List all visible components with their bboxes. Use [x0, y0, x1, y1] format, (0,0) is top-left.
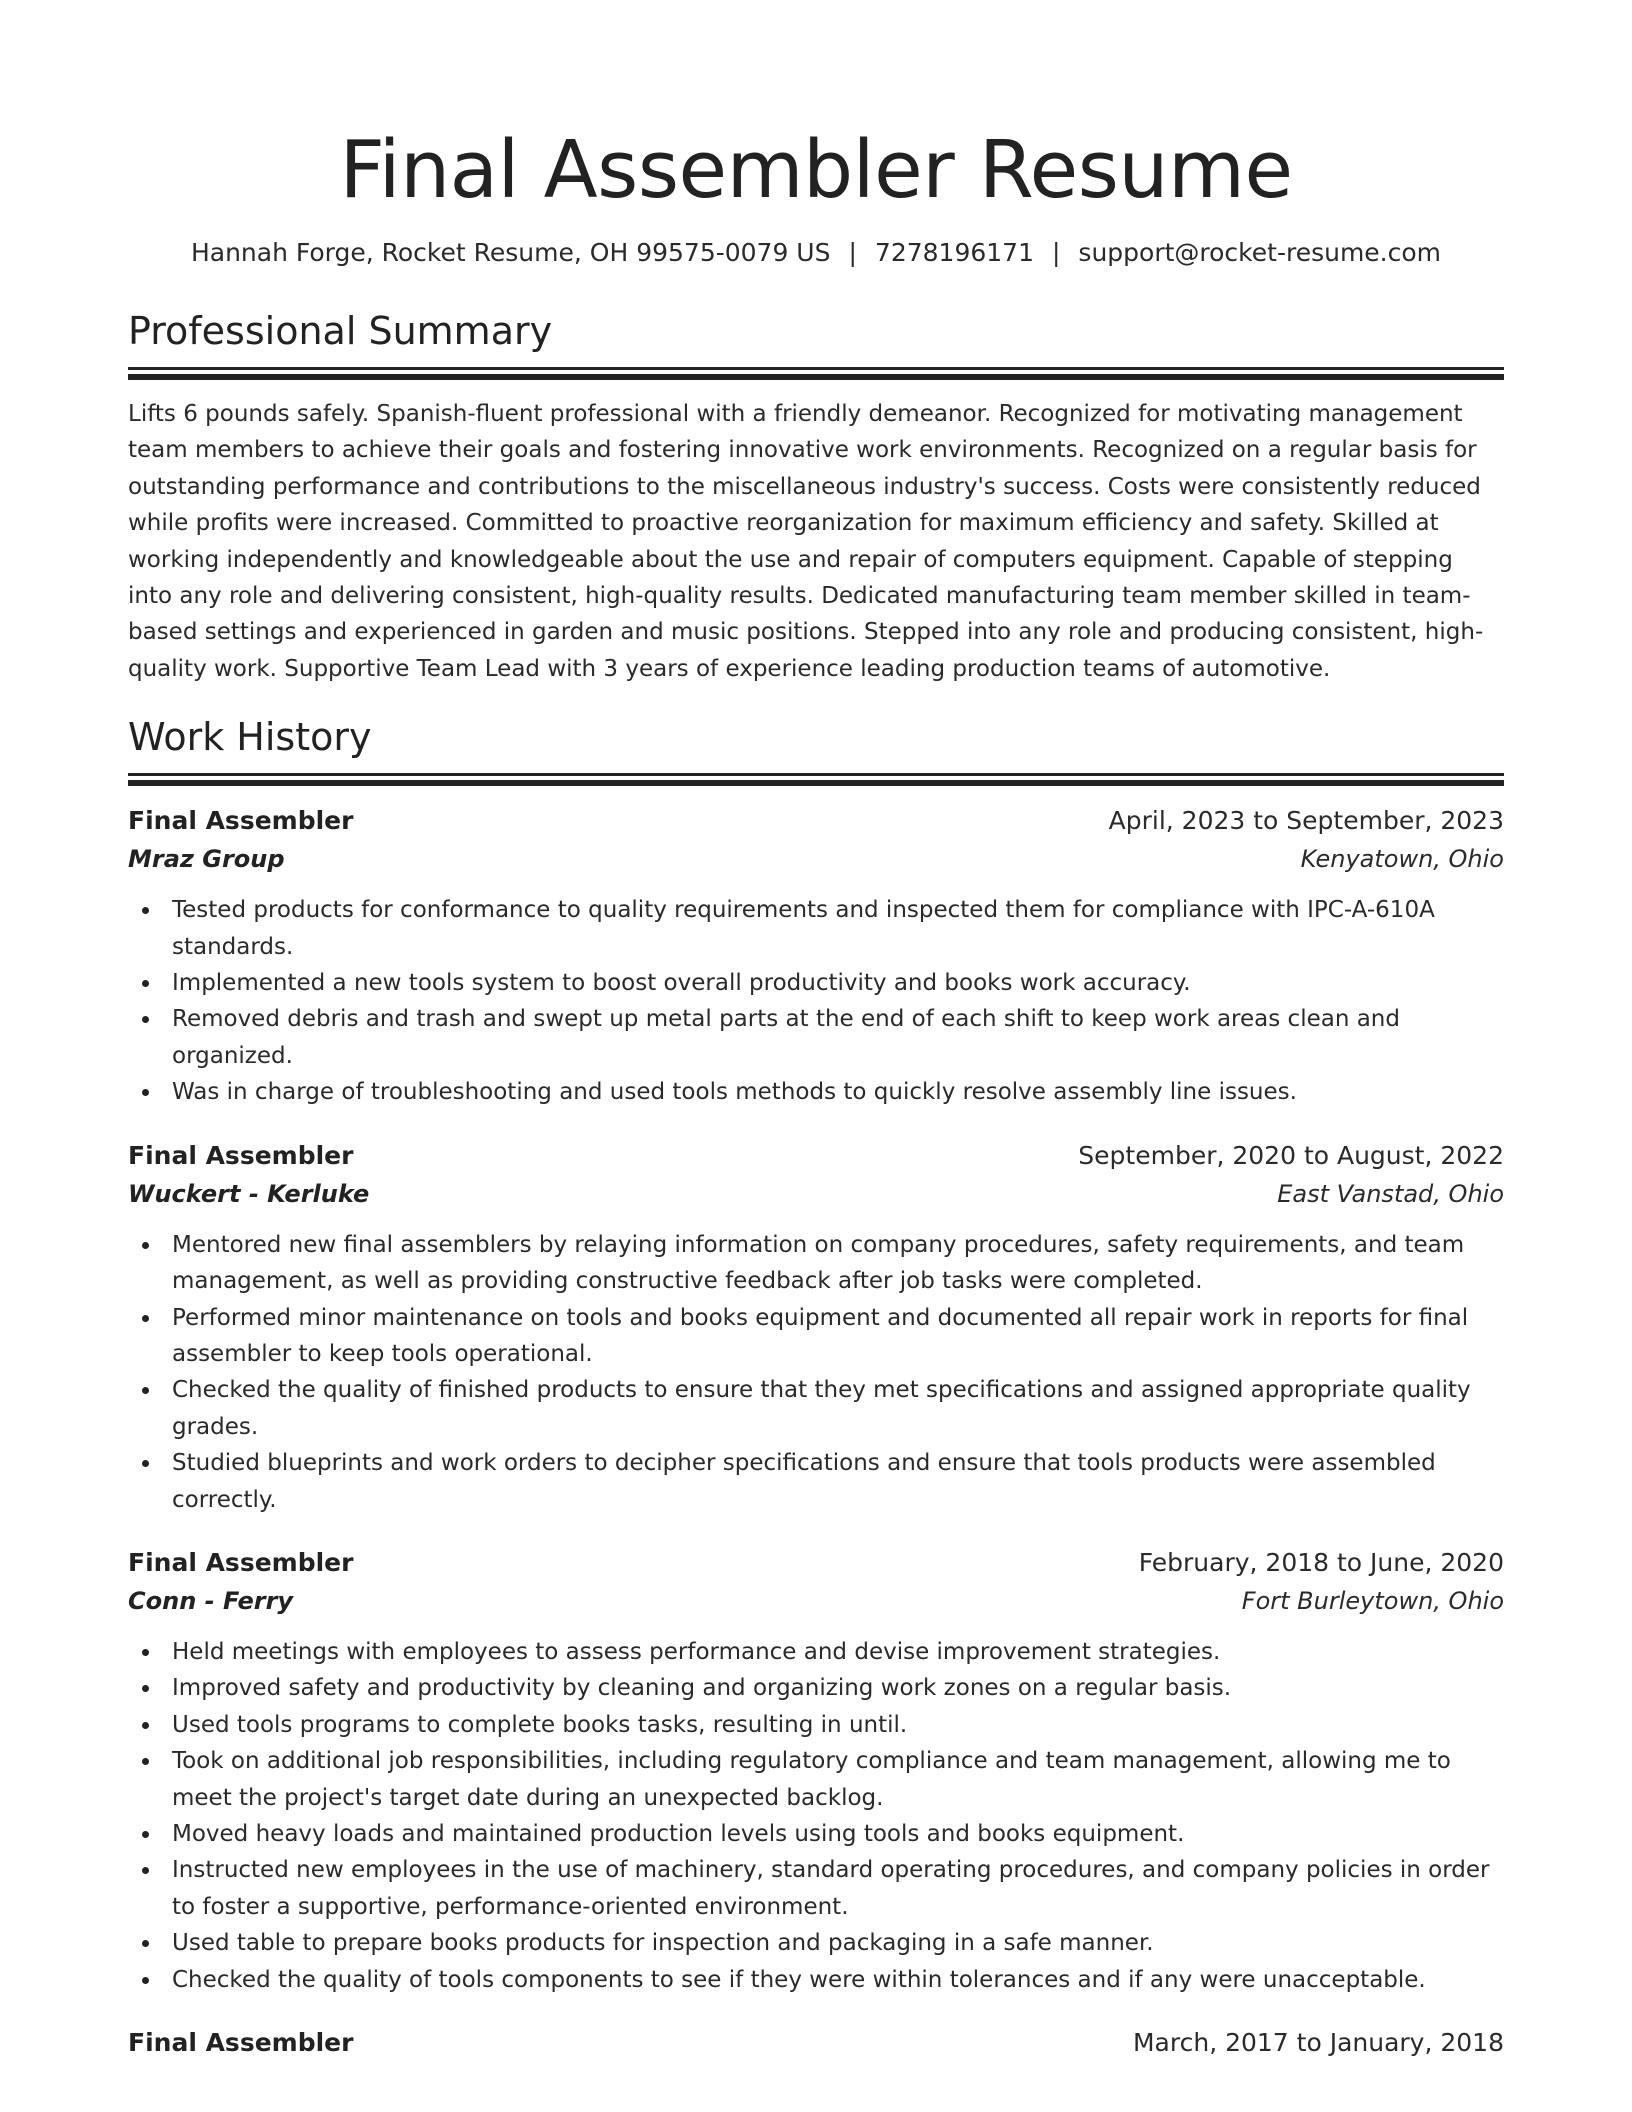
job-title: Final Assembler: [128, 806, 354, 836]
bullet-dot-icon: [142, 1387, 149, 1394]
list-item: [128, 892, 1504, 965]
section-divider: [128, 367, 1504, 370]
list-item: [128, 965, 1504, 1001]
job-header-row: [128, 1544, 1504, 1582]
job-title: Final Assembler: [128, 2028, 354, 2057]
job-location: Kenyatown, Ohio: [1300, 845, 1504, 874]
contact-email: support@rocket-resume.com: [1078, 238, 1442, 267]
bullet-text: Implemented a new tools system to boost overall productivity and books work accuracy.: [172, 970, 1191, 997]
bullet-text: Removed debris and trash and swept up metal parts at the end of each shift to keep work areas clean and organized.: [172, 1006, 1400, 1069]
contact-line: [128, 236, 1504, 270]
job-company: Mraz Group: [128, 845, 285, 874]
job-bullet-list: [128, 1634, 1504, 1998]
list-item: [128, 1707, 1504, 1743]
job-title: Final Assembler: [128, 1140, 354, 1170]
job-header-row: [128, 802, 1504, 840]
section-heading: Work History: [128, 715, 372, 760]
job-dates: April, 2023 to September, 2023: [1108, 806, 1504, 836]
job-title: Final Assembler: [128, 1547, 354, 1577]
resume-page: [128, 0, 1504, 2062]
bullet-text: Was in charge of troubleshooting and used tools methods to quickly resolve assembly line issues.: [172, 1079, 1297, 1106]
bullet-dot-icon: [142, 1685, 149, 1692]
section-heading: Professional Summary: [128, 309, 553, 353]
section-divider-thick: [128, 780, 1504, 786]
list-item: [128, 1445, 1504, 1518]
job-header-row: [128, 1137, 1504, 1175]
bullet-dot-icon: [142, 907, 149, 914]
bullet-text: Instructed new employees in the use of machinery, standard operating procedures, and company policies in order to foster a supportive, performance-oriented environment.: [172, 1857, 1490, 1920]
bullet-dot-icon: [142, 1089, 149, 1096]
list-item: [128, 1852, 1504, 1925]
job-dates: February, 2018 to June, 2020: [1138, 1547, 1504, 1577]
bullet-text: Checked the quality of finished products to ensure that they met specifications and assigned appropriate quality grades.: [172, 1377, 1471, 1440]
professional-summary-section: [128, 307, 1504, 687]
bullet-text: Held meetings with employees to assess performance and devise improvement strategies.: [172, 1638, 1221, 1665]
job-entry: [128, 1137, 1504, 1518]
bullet-dot-icon: [142, 1722, 149, 1729]
list-item: [128, 1001, 1504, 1074]
job-header-row: [128, 2024, 1504, 2062]
job-dates: September, 2020 to August, 2022: [1078, 1140, 1504, 1170]
job-company-row: [128, 1175, 1504, 1213]
bullet-text: Performed minor maintenance on tools and books equipment and documented all repair work in reports for final assembler to keep tools operational.: [172, 1304, 1469, 1367]
bullet-text: Moved heavy loads and maintained production levels using tools and books equipment.: [172, 1820, 1185, 1847]
bullet-dot-icon: [142, 1315, 149, 1322]
contact-phone: 7278196171: [874, 238, 1034, 267]
list-item: [128, 1634, 1504, 1670]
job-company-row: [128, 1582, 1504, 1620]
bullet-dot-icon: [142, 1867, 149, 1874]
job-entry: [128, 2024, 1504, 2062]
list-item: [128, 1074, 1504, 1110]
bullet-dot-icon: [142, 1977, 149, 1984]
job-bullet-list: [128, 1227, 1504, 1518]
bullet-text: Tested products for conformance to quality requirements and inspected them for compliance with IPC-A-610A standards.: [172, 897, 1435, 960]
list-item: [128, 1925, 1504, 1961]
bullet-text: Used table to prepare books products for inspection and packaging in a safe manner.: [172, 1930, 1154, 1957]
bullet-text: Used tools programs to complete books tasks, resulting in until.: [172, 1711, 908, 1738]
job-entry: [128, 1544, 1504, 1998]
job-dates: March, 2017 to January, 2018: [1132, 2028, 1504, 2057]
bullet-dot-icon: [142, 1940, 149, 1947]
job-list: [128, 802, 1504, 2062]
bullet-text: Checked the quality of tools components to see if they were within tolerances and if any were unacceptable.: [172, 1966, 1426, 1993]
work-history-section: [128, 713, 1504, 2062]
bullet-dot-icon: [142, 1649, 149, 1656]
bullet-dot-icon: [142, 1242, 149, 1249]
bullet-dot-icon: [142, 1016, 149, 1023]
job-bullet-list: [128, 892, 1504, 1110]
list-item: [128, 1743, 1504, 1816]
list-item: [128, 1300, 1504, 1373]
resume-title: Final Assembler Resume: [339, 124, 1293, 216]
job-company-row: [128, 840, 1504, 878]
list-item: [128, 1816, 1504, 1852]
bullet-dot-icon: [142, 980, 149, 987]
bullet-text: Improved safety and productivity by cleaning and organizing work zones on a regular basis.: [172, 1675, 1232, 1702]
section-divider-thick: [128, 374, 1504, 380]
job-entry: [128, 802, 1504, 1110]
contact-separator: |: [1051, 238, 1061, 267]
list-item: [128, 1670, 1504, 1706]
section-divider: [128, 773, 1504, 776]
bullet-dot-icon: [142, 1460, 149, 1467]
job-company: Conn - Ferry: [128, 1586, 294, 1615]
bullet-dot-icon: [142, 1758, 149, 1765]
list-item: [128, 1962, 1504, 1998]
list-item: [128, 1227, 1504, 1300]
list-item: [128, 1372, 1504, 1445]
bullet-dot-icon: [142, 1831, 149, 1838]
job-company: Wuckert - Kerluke: [128, 1179, 370, 1208]
bullet-text: Mentored new final assemblers by relaying information on company procedures, safety requirements, and team management, as well as providing constructive feedback after job tasks were completed.: [172, 1231, 1465, 1295]
contact-address: Hannah Forge, Rocket Resume, OH 99575-0079 US: [190, 238, 831, 267]
bullet-text: Studied blueprints and work orders to decipher specifications and ensure that tools products were assembled correctly.: [172, 1450, 1436, 1513]
bullet-text: Took on additional job responsibilities, including regulatory compliance and team management, allowing me to meet the project's target date during an unexpected backlog.: [172, 1748, 1451, 1811]
job-location: East Vanstad, Ohio: [1277, 1179, 1504, 1208]
summary-text: Lifts 6 pounds safely. Spanish-fluent professional with a friendly demeanor. Recognized for motivating management team members to achieve their goals and fostering innovative work environments. Recognized on a regular basis for outstanding performance and contributions to the miscellaneous industry's success. Costs were consistently reduced while profits were increased. Committed to proactive reorganization for maximum efficiency and safety. Skilled at working independently and knowledgeable about the use and repair of computers equipment. Capable of stepping into any role and delivering consistent, high-quality results. Dedicated manufacturing team member skilled in team-based settings and experienced in garden and music positions. Stepped into any role and producing consistent, high-quality work. Supportive Team Lead with 3 years of experience leading production teams of automotive.: [128, 401, 1484, 682]
job-location: Fort Burleytown, Ohio: [1241, 1586, 1504, 1615]
contact-separator: |: [848, 238, 857, 267]
